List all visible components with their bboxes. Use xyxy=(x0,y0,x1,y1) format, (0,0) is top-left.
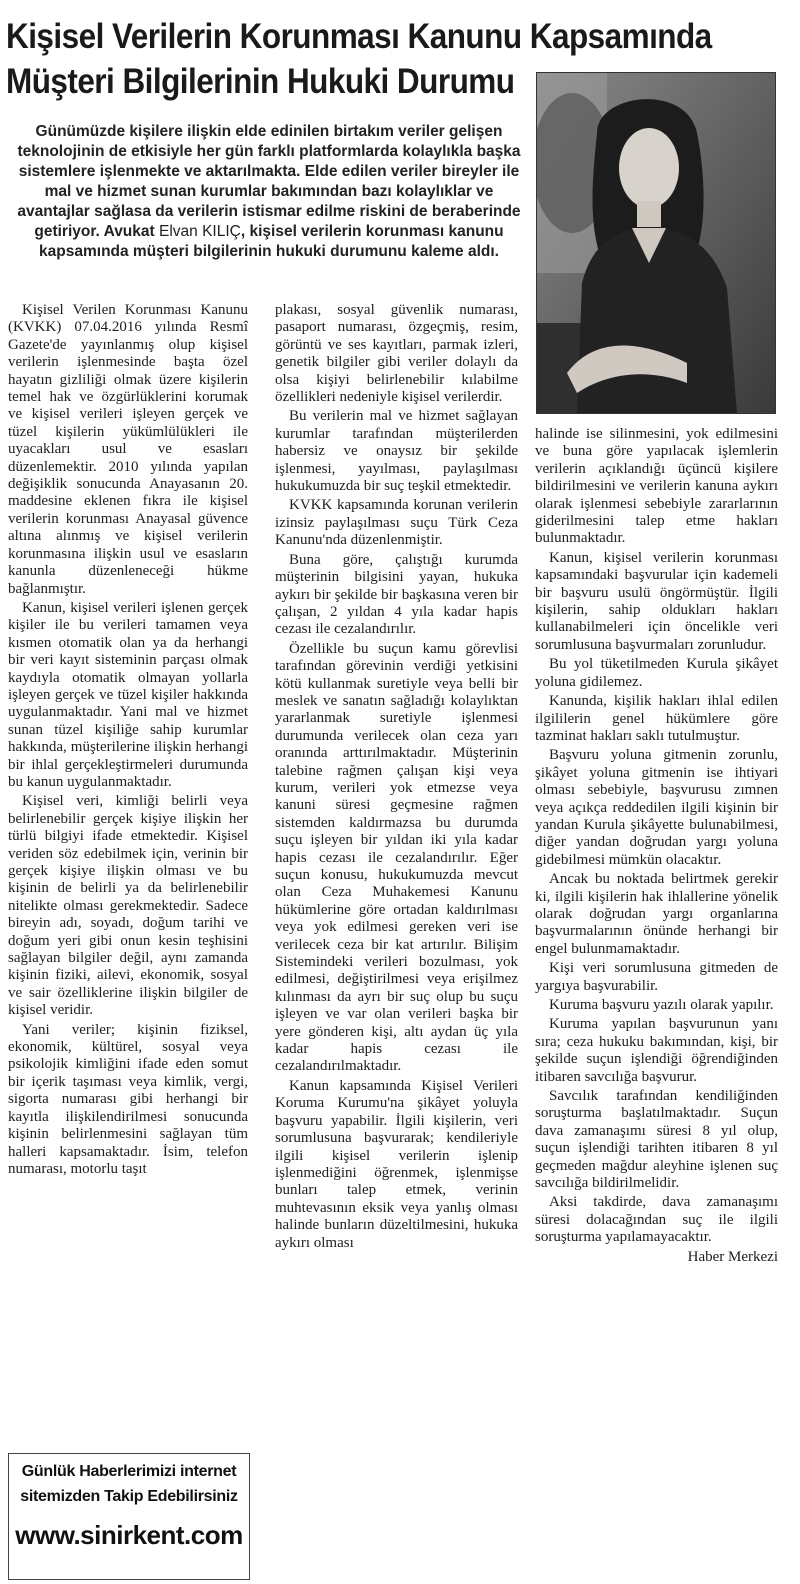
paragraph: Kanun, kişisel verilerin korunması kapsamındaki başvurular için kademeli bir başvuru usulü öngörmüştür. İlgili kişilerin, sahip oldukları hakları kullanabilmeleri için öncelikle veri sorumlusuna başvurmaları zorunludur. xyxy=(535,549,778,653)
headline-line-2: Müşteri Bilgilerinin Hukuki Durumu xyxy=(6,62,515,101)
headline-line-1: Kişisel Verilerin Korunması Kanunu Kapsamında xyxy=(6,17,712,56)
website-promo-box xyxy=(8,1453,250,1580)
paragraph: Kanun kapsamında Kişisel Verileri Koruma Kurumu'na şikâyet yoluyla başvuru yapabilir. İlgili kişilerin, veri sorumlusuna başvurarak; kendileriyle ilgili kişisel verilerin işlenip işlenmediğini öğrenmek, işlenmişse bunları talep etmek, verinin muhtevasının eksik veya yanlış olması halinde bunların düzeltilmesini, hukuka aykırı olması xyxy=(275,1077,518,1251)
article-column-2 xyxy=(275,302,518,1577)
author-portrait-image xyxy=(537,73,775,413)
paragraph: Kişi veri sorumlusuna gitmeden de yargıya başvurabilir. xyxy=(535,960,778,994)
paragraph: Kişisel Verilen Korunması Kanunu (KVKK) 07.04.2016 yılında Resmî Gazete'de yayınlanmış olup kişisel verilerin işlenmesinde başta özel hayatın gizliliği olmak üzere kişilerin temel hak ve özgürlüklerini korumak ve kişisel verileri işleyen gerçek ve tüzel kişilerin yükümlülükleri ile uyacakları usul ve esasları düzenlemektir. 2010 yılında yapılan değişiklik sonucunda Anayasanın 20. maddesine eklenen fıkra ile kişisel verilerin korunması Anayasal güvence altına alınmış ve kişisel verilerin korunmasına ilişkin usul ve esasların kanunla düzenleneceği hükme bağlanmıştır. xyxy=(8,302,248,597)
promo-website-url: www.sinirkent.com xyxy=(15,1520,243,1550)
paragraph: Kanunda, kişilik hakları ihlal edilen ilgililerin genel hükümlere göre tazminat hakları saklı tutulmuştur. xyxy=(535,693,778,744)
author-name: Elvan KILIÇ xyxy=(159,223,241,240)
lead-text: Günümüzde kişilere ilişkin elde edinilen birtakım veriler gelişen teknolojinin de etkisiyle her gün farklı platformlarda kolaylıkla başka sistemlere işlenmekte ve aktarılmakta. Elde edilen veriler bireyler ile mal ve hizmet sunan kurumlar bakımından bazı kolaylıklar ve avantajlar sağlasa da verilerin istismar edilme riskini de beraberinde getiriyor. Avukat xyxy=(17,123,521,240)
byline xyxy=(535,1249,778,1266)
byline-text: Haber Merkezi xyxy=(687,1248,778,1265)
paragraph: Başvuru yoluna gitmenin zorunlu, şikâyet yoluna gitmenin ise ihtiyari olması sebebiyle, başvurusu zımnen veya açıkça reddedilen ilgili kişinin bir yandan Kurula şikâyette bulunabilmesi, diğer yandan doğrudan yargı yoluna gidebilmesi mümkün olacaktır. xyxy=(535,747,778,868)
paragraph: Ancak bu noktada belirtmek gerekir ki, ilgili kişilerin hak ihlallerine yönelik olarak doğrudan yargı organlarına başvurmalarının önünde herhangi bir engel bulunmamaktadır. xyxy=(535,871,778,957)
paragraph: Yani veriler; kişinin fiziksel, ekonomik, kültürel, sosyal veya psikolojik kimliğini ifade eden somut bir içerik taşıması veya kimlik, vergi, sigorta numarası gibi herhangi bir kayıtla ilişkilendirilmesi sonucunda kişinin belirlenmesini sağlayan tüm halleri kapsamaktadır. İsim, telefon numarası, motorlu taşıt xyxy=(8,1021,248,1177)
paragraph: Aksi takdirde, dava zamanaşımı süresi dolacağından suç ile ilgili soruşturma yapılamayacaktır. xyxy=(535,1194,778,1246)
paragraph: Bu verilerin mal ve hizmet sağlayan kurumlar tarafından müşterilerden habersiz ve onaysız bir şekilde işlenmesi, yayılması, paylaşılması hukukumuzda bir suç teşkil etmektedir. xyxy=(275,408,518,495)
paragraph: Kuruma başvuru yazılı olarak yapılır. xyxy=(549,997,774,1013)
article-lead xyxy=(10,122,528,262)
paragraph: Savcılık tarafından kendiliğinden soruşturma başlatılmaktadır. Suçun dava zamanaşımı süresi 8 yıl olup, suçun işlendiği tarihten itibaren 8 yıl geçmeden mağdur aleyhine işlenen suç savcılığa bildirilmelidir. xyxy=(535,1088,778,1192)
paragraph: plakası, sosyal güvenlik numarası, pasaport numarası, özgeçmiş, resim, görüntü ve ses kayıtları, parmak izleri, genetik bilgiler gibi veriler dolaylı da olsa kişiyi belirlenebilir kılabilme özellikleri nedeniyle kişisel verilerdir. xyxy=(275,302,518,406)
paragraph: Özellikle bu suçun kamu görevlisi tarafından görevinin verdiği yetkisini kötü kullanmak suretiyle veya belli bir meslek ve sanatın sağladığı kolaylıktan yararlanmak suretiyle işlenmesi durumunda verilecek olan ceza yarı oranında arttırılmaktadır. Müşterinin talebine rağmen çalışan kişi veya kurum, verileri yok etmezse veya kanuni süresi geçmesine rağmen sistemden kaldırmazsa bu durumda suçu işleyen bir yıldan iki yıla kadar hapis cezası ile cezalandırılır. Eğer suçun konusu, hukukumuzda mevcut olan Ceza Muhakemesi Kanunu hükümlerine göre ortadan kaldırılması veya yok edilmesi gereken veri ise verilecek ceza bir kat artırılır. Bilişim Sistemindeki verileri bozulması, yok edilmesi, değiştirilmesi veya erişilmez kılınması da ayrı bir suç olup bu suçu işleyen ve var olan verileri başka bir yere gönderen kişi, altı aydan üç yıla kadar hapis cezası ile cezalandırılmaktadır. xyxy=(275,640,518,1075)
paragraph: KVKK kapsamında korunan verilerin izinsiz paylaşılması suçu Türk Ceza Kanunu'nda düzenlenmiştir. xyxy=(275,497,518,549)
paragraph: Kuruma yapılan başvurunun yanı sıra; ceza hukuku bakımından, kişi, bir şekilde suçun işlendiği öğrendiğinden itibaren savcılığa başvurur. xyxy=(535,1016,778,1085)
paragraph: Bu yol tüketilmeden Kurula şikâyet yoluna gidilemez. xyxy=(535,656,778,690)
lead-text-end: , kişisel verilerin korunması kanunu kapsamında müşteri bilgilerinin hukuki durumunu kaleme aldı. xyxy=(39,223,504,260)
promo-line-2: sitemizden Takip Edebilirsiniz xyxy=(20,1488,238,1505)
author-photo xyxy=(536,72,776,414)
article-column-3 xyxy=(535,426,778,1576)
paragraph: Kanun, kişisel verileri işlenen gerçek kişiler ile bu verileri tamamen veya kısmen otomatik olan ya da herhangi bir veri kayıt sisteminin parçası olmak kaydıyla otomatik olmayan yollarla işleyen gerçek ve tüzel kişiler hakkında uygulanmaktadır. Yani mal ve hizmet sunan tüzel kişiliğe sahip kurumlar hakkında, müşterilerine ilişkin herhangi bir ihlal gerçekleştirmeleri durumunda bu kanun uygulanmaktadır. xyxy=(8,599,248,790)
paragraph: halinde ise silinmesini, yok edilmesini ve buna göre yapılacak işlemlerin verilerin açıklandığı üçüncü kişilere bildirilmesini ve verilerin kanuna aykırı olarak işlenmesi sebebiyle zararlarının giderilmesini talep etme hakları bulunmaktadır. xyxy=(535,426,778,547)
paragraph: Kişisel veri, kimliği belirli veya belirlenebilir gerçek kişiye ilişkin her türlü bilgiyi ifade etmektedir. Kişisel veriden söz edebilmek için, verinin bir gerçek kişiye ilişkin olması ve bu kişinin de belirli ya da belirlenebilir nitelikte olması gerekmektedir. Sadece bireyin adı, soyadı, doğum tarihi ve doğum yeri gibi onun kesin teşhisini sağlayan bilgiler değil, aynı zamanda kişinin fiziki, ailevi, ekonomik, sosyal ve sair özelliklerine ilişkin bilgiler de kişisel veridir. xyxy=(8,793,248,1019)
promo-line-1: Günlük Haberlerimizi internet xyxy=(21,1463,237,1480)
paragraph: Buna göre, çalıştığı kurumda müşterinin bilgisini yayan, hukuka aykırı bir şekilde bir başkasına veren bir çalışan, 2 yıldan 4 yıla kadar hapis cezası ile cezalandırılır. xyxy=(275,551,518,638)
article-column-1 xyxy=(8,302,248,1452)
